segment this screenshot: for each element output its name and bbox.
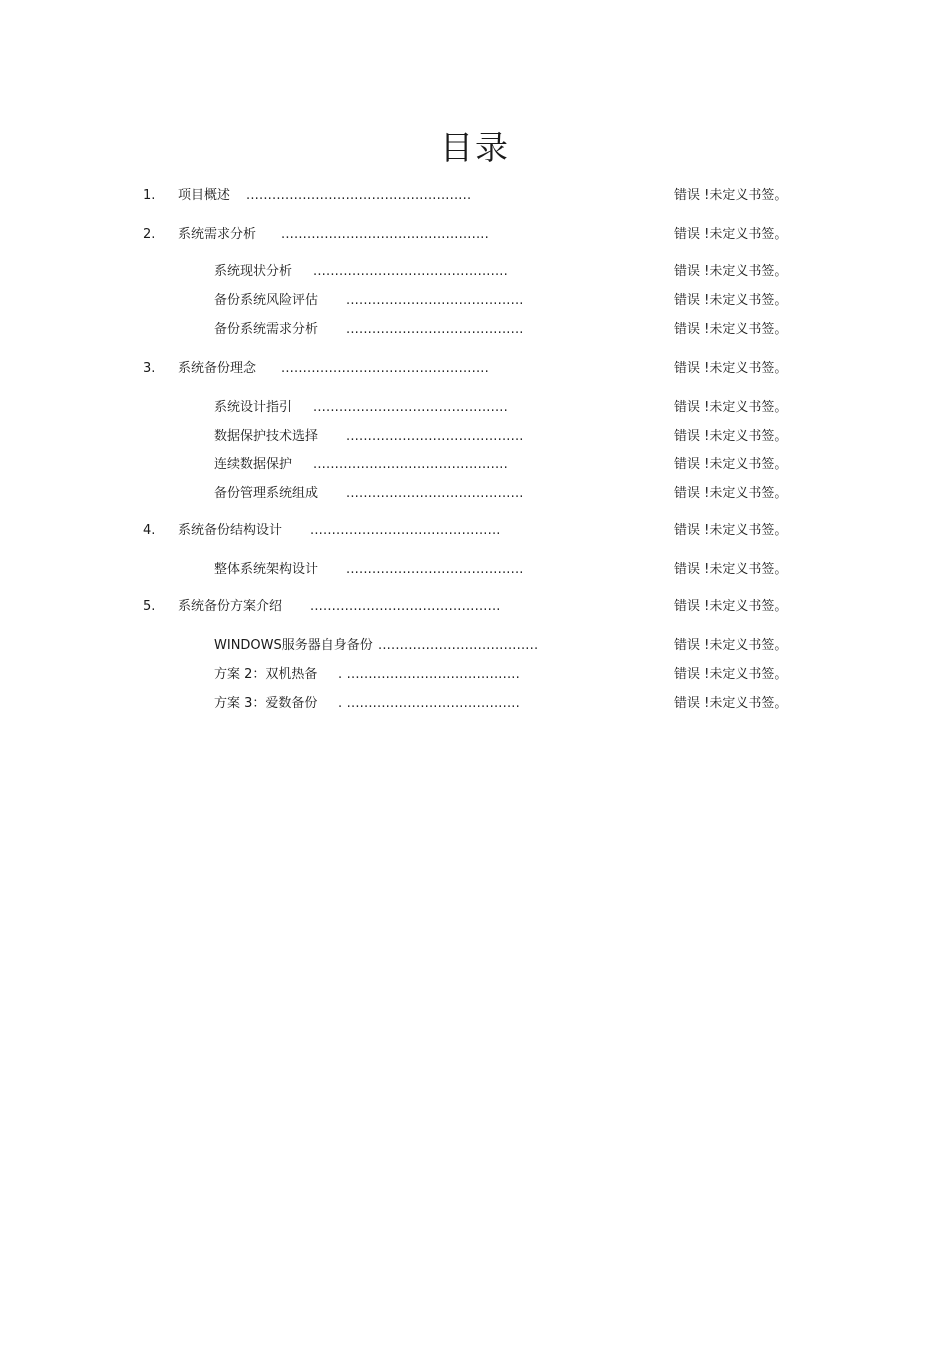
toc-entry-page-ref: 错误 !未定义书签。: [674, 486, 788, 501]
toc-entry-label: 连续数据保护: [214, 457, 293, 472]
toc-entry[interactable]: [0, 291, 950, 311]
toc-entry-page-ref: 错误 !未定义书签。: [674, 457, 788, 472]
toc-entry-page-ref: 错误 !未定义书签。: [674, 293, 788, 308]
toc-entry[interactable]: [0, 665, 950, 685]
toc-entry[interactable]: [0, 560, 950, 580]
toc-entry-leader-dots: .............................................: [313, 400, 508, 415]
toc-entry-leader-dots: . ........................................: [338, 667, 520, 682]
toc-entry-leader-dots: .....................................: [378, 638, 539, 653]
toc-entry[interactable]: [0, 225, 950, 245]
toc-entry-page-ref: 错误 !未定义书签。: [674, 429, 788, 444]
toc-entry-number: 5.: [143, 599, 156, 614]
toc-entry[interactable]: [0, 427, 950, 447]
toc-entry[interactable]: [0, 320, 950, 340]
toc-entry[interactable]: [0, 484, 950, 504]
toc-entry-leader-dots: .............................................: [313, 264, 508, 279]
toc-entry-label: 项目概述: [178, 188, 231, 203]
toc-entry-label: 系统备份结构设计: [178, 523, 283, 538]
toc-entry-number: 1.: [143, 188, 156, 203]
toc-entry-page-ref: 错误 !未定义书签。: [674, 322, 788, 337]
toc-entry-leader-dots: ....................................................: [246, 188, 472, 203]
toc-entry-page-ref: 错误 !未定义书签。: [674, 264, 788, 279]
toc-entry-page-ref: 错误 !未定义书签。: [674, 667, 788, 682]
toc-entry-leader-dots: ................................................: [281, 227, 489, 242]
toc-entry-number: 2.: [143, 227, 156, 242]
toc-entry-page-ref: 错误 !未定义书签。: [674, 400, 788, 415]
toc-entry-label: 数据保护技术选择: [214, 429, 319, 444]
toc-entry[interactable]: [0, 186, 950, 206]
toc-entry-page-ref: 错误 !未定义书签。: [674, 696, 788, 711]
toc-entry-label: 备份管理系统组成: [214, 486, 319, 501]
toc-entry-leader-dots: ............................................: [310, 599, 501, 614]
toc-entry-page-ref: 错误 !未定义书签。: [674, 361, 788, 376]
toc-entry-leader-dots: .........................................: [346, 562, 524, 577]
toc-entry[interactable]: [0, 636, 950, 656]
toc-entry-label: 系统备份理念: [178, 361, 257, 376]
toc-entry[interactable]: [0, 359, 950, 379]
toc-entry-label: 系统设计指引: [214, 400, 293, 415]
toc-entry-label: 系统需求分析: [178, 227, 257, 242]
toc-entry[interactable]: [0, 262, 950, 282]
toc-entry-label: 系统现状分析: [214, 264, 293, 279]
toc-entry[interactable]: [0, 521, 950, 541]
toc-entry-number: 4.: [143, 523, 156, 538]
toc-entry-leader-dots: .........................................: [346, 293, 524, 308]
toc-entry-leader-dots: .........................................: [346, 322, 524, 337]
toc-entry-leader-dots: ................................................: [281, 361, 489, 376]
toc-entry-leader-dots: .........................................: [346, 429, 524, 444]
toc-entry[interactable]: [0, 597, 950, 617]
toc-entry-leader-dots: ............................................: [310, 523, 501, 538]
toc-entry-label: 系统备份方案介绍: [178, 599, 283, 614]
toc-entry[interactable]: [0, 398, 950, 418]
toc-entry-number: 3.: [143, 361, 156, 376]
toc-entry-page-ref: 错误 !未定义书签。: [674, 599, 788, 614]
toc-entry-label: WINDOWS服务器自身备份: [214, 638, 373, 653]
toc-entry-label: 备份系统需求分析: [214, 322, 319, 337]
toc-entry-page-ref: 错误 !未定义书签。: [674, 638, 788, 653]
toc-entry-label: 方案 3：爱数备份: [214, 696, 318, 711]
toc-entry-page-ref: 错误 !未定义书签。: [674, 523, 788, 538]
toc-entry-leader-dots: . ........................................: [338, 696, 520, 711]
toc-entry[interactable]: [0, 455, 950, 475]
toc-entry-label: 方案 2：双机热备: [214, 667, 318, 682]
toc-entry-leader-dots: .........................................: [346, 486, 524, 501]
toc-entry-page-ref: 错误 !未定义书签。: [674, 227, 788, 242]
toc-entry-label: 备份系统风险评估: [214, 293, 319, 308]
toc-entry-label: 整体系统架构设计: [214, 562, 319, 577]
toc-entry-page-ref: 错误 !未定义书签。: [674, 562, 788, 577]
toc-entry-leader-dots: .............................................: [313, 457, 508, 472]
toc-entry[interactable]: [0, 694, 950, 714]
toc-title: 目录: [440, 128, 510, 167]
toc-entry-page-ref: 错误 !未定义书签。: [674, 188, 788, 203]
